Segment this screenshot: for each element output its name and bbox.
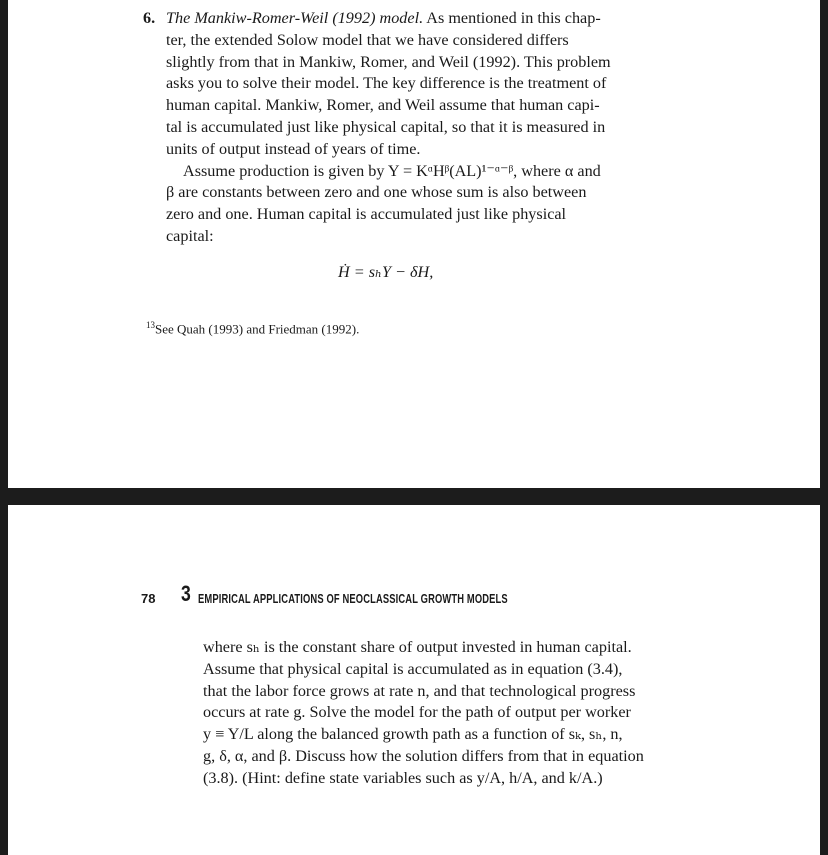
text-line: asks you to solve their model. The key difference is the treatment of [166, 74, 607, 93]
footnote-text: See Quah (1993) and Friedman (1992). [155, 321, 360, 337]
intro-paragraph [166, 8, 687, 161]
text-line: g, δ, α, and β. Discuss how the solution differs from that in equation [203, 746, 644, 765]
text-line: Assume that physical capital is accumulated as in equation (3.4), [203, 659, 623, 678]
text-line: The Mankiw-Romer-Weil (1992) model. As mentioned in this chap- [166, 9, 601, 27]
problem-title: The Mankiw-Romer-Weil (1992) model. [166, 9, 424, 27]
continued-text [203, 637, 723, 790]
text-line: ter, the extended Solow model that we have considered differs [166, 30, 569, 49]
footnote [146, 320, 359, 337]
text-line: zero and one. Human capital is accumulated just like physical [166, 205, 567, 224]
text-line: occurs at rate g. Solve the model for the path of output per worker [203, 703, 631, 722]
text-line: that the labor force grows at rate n, and that technological progress [203, 681, 636, 700]
problem-body [166, 8, 687, 248]
text-line: human capital. Mankiw, Romer, and Weil assume that human capi- [166, 96, 600, 115]
page-number: 78 [141, 591, 156, 606]
bottom-page [8, 505, 820, 855]
problem-number: 6. [143, 9, 156, 27]
text-line: slightly from that in Mankiw, Romer, and Weil (1992). This problem [166, 52, 611, 71]
assume-paragraph [166, 161, 687, 248]
text-line: units of output instead of years of time. [166, 139, 421, 158]
top-page [8, 0, 820, 488]
text-line: where sₕ is the constant share of output invested in human capital. [203, 638, 632, 656]
text-line: β are constants between zero and one whose sum is also between [166, 183, 587, 202]
footnote-mark: 13 [146, 320, 155, 330]
human-capital-equation: Ḣ = sₕY − δH, [338, 263, 434, 281]
text-line: y ≡ Y/L along the balanced growth path as a function of sₖ, sₕ, n, [203, 725, 623, 744]
chapter-number: 3 [181, 581, 191, 606]
text-line: tal is accumulated just like physical capital, so that it is measured in [166, 117, 606, 136]
text-line: (3.8). (Hint: define state variables such as y/A, h/A, and k/A.) [203, 768, 603, 787]
chapter-title: EMPIRICAL APPLICATIONS OF NEOCLASSICAL GROWTH MODELS [198, 591, 508, 606]
text-line: Assume production is given by Y = KᵅHᵝ(AL)¹⁻ᵅ⁻ᵝ, where α and [183, 161, 601, 180]
text-line: capital: [166, 226, 214, 245]
continued-paragraph [203, 637, 723, 790]
